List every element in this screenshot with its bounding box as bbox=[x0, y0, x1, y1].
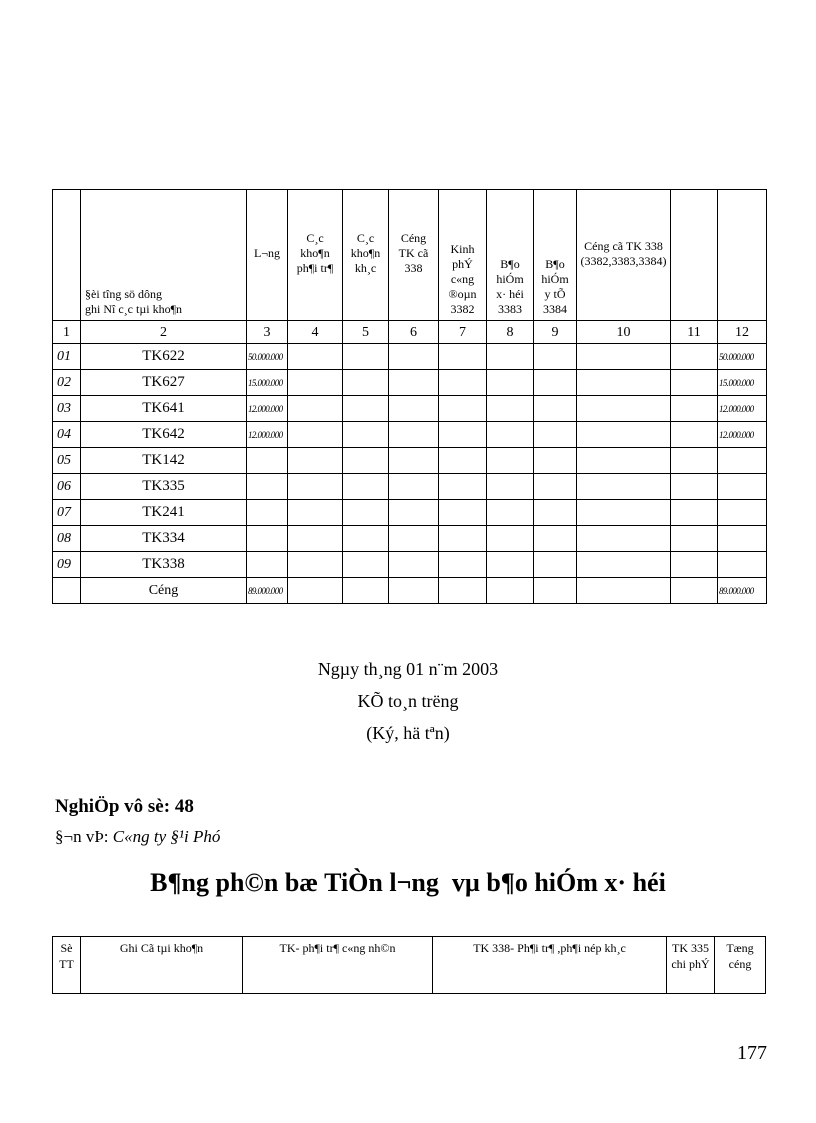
allocation-table-2 bbox=[52, 936, 766, 994]
row-account: TK334 bbox=[81, 526, 247, 552]
table-row bbox=[53, 344, 767, 370]
header-cell-total-credit: Céng cã TK 338 (3382,3383,3384) bbox=[577, 190, 671, 321]
table-row bbox=[53, 474, 767, 500]
column-number-row bbox=[53, 321, 767, 344]
row-total bbox=[718, 526, 767, 552]
total-grand: 89.000.000 bbox=[718, 578, 767, 604]
exercise-title: NghiÖp vô sè: 48 bbox=[55, 796, 194, 817]
unit-name: C«ng ty §¹i Phó bbox=[112, 827, 221, 846]
column-number: 7 bbox=[439, 321, 487, 344]
allocation-table bbox=[52, 189, 767, 604]
row-salary bbox=[247, 552, 288, 578]
column-number: 5 bbox=[343, 321, 389, 344]
row-salary bbox=[247, 474, 288, 500]
signature-date: Ngµy th¸ng 01 n¨m 2003 bbox=[317, 659, 499, 679]
column-number: 11 bbox=[671, 321, 718, 344]
table-row bbox=[53, 370, 767, 396]
page-number: 177 bbox=[737, 1042, 767, 1064]
header-cell bbox=[671, 190, 718, 321]
row-salary bbox=[247, 500, 288, 526]
header-cell-debit-accounts: §èi tîng sö dông ghi Nî c¸c tµi kho¶n bbox=[81, 190, 247, 321]
row-total bbox=[718, 552, 767, 578]
row-stt: 06 bbox=[53, 474, 81, 500]
exercise-heading: B¶ng ph©n bæ TiÒn l¬ng vµ b¶o hiÓm x· héi bbox=[150, 868, 666, 897]
row-account: TK241 bbox=[81, 500, 247, 526]
total-label: Céng bbox=[81, 578, 247, 604]
header-cell-salary: L¬ng bbox=[247, 190, 288, 321]
row-stt: 01 bbox=[53, 344, 81, 370]
header-cell-total-338: Céng TK cã 338 bbox=[389, 190, 439, 321]
row-salary: 12.000.000 bbox=[247, 396, 288, 422]
header-credit-account: Ghi Cã tµi kho¶n bbox=[81, 937, 243, 994]
column-number: 9 bbox=[534, 321, 577, 344]
column-number: 3 bbox=[247, 321, 288, 344]
row-salary: 15.000.000 bbox=[247, 370, 288, 396]
header-cell-3384: B¶o hiÓm y tÕ 3384 bbox=[534, 190, 577, 321]
row-stt: 07 bbox=[53, 500, 81, 526]
row-salary bbox=[247, 526, 288, 552]
header-cell-3382: Kinh phÝ c«ng ®oµn 3382 bbox=[439, 190, 487, 321]
row-stt: 04 bbox=[53, 422, 81, 448]
row-account: TK627 bbox=[81, 370, 247, 396]
table-header-row bbox=[53, 937, 766, 994]
unit-label: §¬n vÞ: bbox=[55, 827, 109, 846]
column-number: 4 bbox=[288, 321, 343, 344]
column-number: 12 bbox=[718, 321, 767, 344]
row-salary: 12.000.000 bbox=[247, 422, 288, 448]
signature-role: KÕ to¸n trëng bbox=[357, 691, 459, 711]
header-tk-335: TK 335 chi phÝ bbox=[667, 937, 715, 994]
row-account: TK338 bbox=[81, 552, 247, 578]
row-account: TK622 bbox=[81, 344, 247, 370]
header-cell bbox=[718, 190, 767, 321]
table-row bbox=[53, 552, 767, 578]
header-cell-3383: B¶o hiÓm x· héi 3383 bbox=[487, 190, 534, 321]
table-row bbox=[53, 500, 767, 526]
row-stt: 02 bbox=[53, 370, 81, 396]
table-row bbox=[53, 396, 767, 422]
row-total bbox=[718, 448, 767, 474]
header-cell-other: C¸c kho¶n kh¸c bbox=[343, 190, 389, 321]
row-stt: 08 bbox=[53, 526, 81, 552]
row-account: TK642 bbox=[81, 422, 247, 448]
row-stt: 03 bbox=[53, 396, 81, 422]
column-number: 6 bbox=[389, 321, 439, 344]
row-account: TK641 bbox=[81, 396, 247, 422]
row-total bbox=[718, 500, 767, 526]
column-number: 2 bbox=[81, 321, 247, 344]
header-cell bbox=[53, 190, 81, 321]
header-tk-338: TK 338- Ph¶i tr¶ ,ph¶i nép kh¸c bbox=[433, 937, 667, 994]
row-salary: 50.000.000 bbox=[247, 344, 288, 370]
table-row bbox=[53, 448, 767, 474]
row-account: TK335 bbox=[81, 474, 247, 500]
row-stt: 09 bbox=[53, 552, 81, 578]
table-row bbox=[53, 526, 767, 552]
row-salary bbox=[247, 448, 288, 474]
header-grand-total: Tæng céng bbox=[715, 937, 766, 994]
row-stt: 05 bbox=[53, 448, 81, 474]
table-row bbox=[53, 422, 767, 448]
table-header-row bbox=[53, 190, 767, 321]
row-total: 12.000.000 bbox=[718, 396, 767, 422]
header-cell-payables: C¸c kho¶n ph¶i tr¶ bbox=[288, 190, 343, 321]
column-number: 1 bbox=[53, 321, 81, 344]
total-row bbox=[53, 578, 767, 604]
signature-note: (Ký, hä tªn) bbox=[366, 723, 450, 743]
row-total: 50.000.000 bbox=[718, 344, 767, 370]
header-tk-payable-workers: TK- ph¶i tr¶ c«ng nh©n bbox=[243, 937, 433, 994]
row-total: 12.000.000 bbox=[718, 422, 767, 448]
column-number: 8 bbox=[487, 321, 534, 344]
row-total bbox=[718, 474, 767, 500]
row-account: TK142 bbox=[81, 448, 247, 474]
row-total: 15.000.000 bbox=[718, 370, 767, 396]
header-stt: Sè TT bbox=[53, 937, 81, 994]
column-number: 10 bbox=[577, 321, 671, 344]
exercise-unit bbox=[55, 827, 220, 847]
total-salary: 89.000.000 bbox=[247, 578, 288, 604]
